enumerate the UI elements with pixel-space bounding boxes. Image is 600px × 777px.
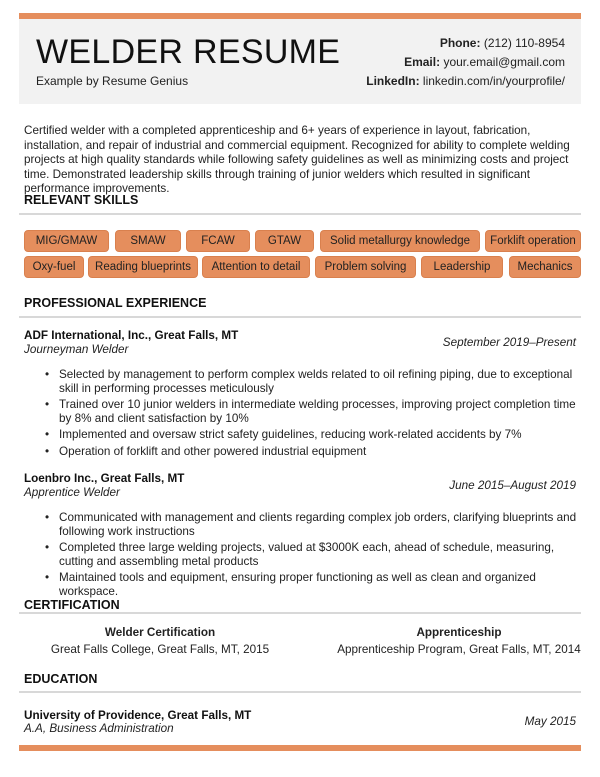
skill-tag: Mechanics	[509, 256, 581, 278]
skill-tag: Problem solving	[315, 256, 416, 278]
email-label: Email:	[404, 55, 441, 69]
divider	[19, 213, 581, 215]
job-company: Loenbro Inc., Great Falls, MT	[24, 472, 185, 485]
job-date: June 2015–August 2019	[449, 479, 576, 492]
subtitle: Example by Resume Genius	[36, 74, 189, 88]
divider	[19, 612, 581, 614]
skill-tag: Solid metallurgy knowledge	[320, 230, 480, 252]
cert-name: Apprenticeship	[416, 626, 502, 639]
education-heading: EDUCATION	[24, 672, 98, 686]
cert-detail: Apprenticeship Program, Great Falls, MT, 2014	[337, 643, 581, 656]
skill-tag: GTAW	[255, 230, 314, 252]
list-item: • Selected by management to perform complex welds related to oil refining piping, due to exceptional skill in performing processes meticulously	[59, 368, 579, 395]
list-item: • Operation of forklift and other powered industrial equipment	[59, 445, 579, 459]
skill-tag: SMAW	[115, 230, 181, 252]
education-date: May 2015	[524, 715, 576, 728]
certification-item	[319, 626, 599, 656]
page-title: WELDER RESUME	[36, 33, 341, 71]
list-item: • Maintained tools and equipment, ensuring proper functioning as well as clean and organized workspace.	[59, 571, 579, 598]
email-value: your.email@gmail.com	[443, 55, 565, 69]
skill-tag: FCAW	[186, 230, 250, 252]
linkedin-value: linkedin.com/in/yourprofile/	[422, 74, 565, 88]
divider	[19, 316, 581, 318]
skill-tag: Forklift operation	[485, 230, 581, 252]
contact-phone	[440, 36, 565, 50]
education-degree: A.A, Business Administration	[24, 722, 174, 735]
certification-item	[20, 626, 300, 656]
phone-label: Phone:	[439, 36, 481, 50]
divider	[19, 691, 581, 693]
education-school: University of Providence, Great Falls, MT	[24, 709, 252, 722]
linkedin-label: LinkedIn:	[366, 74, 420, 88]
experience-heading: PROFESSIONAL EXPERIENCE	[24, 296, 207, 310]
contact-linkedin	[366, 74, 565, 88]
skill-tag: MIG/GMAW	[24, 230, 109, 252]
cert-name: Welder Certification	[104, 626, 216, 639]
skill-tag: Attention to detail	[202, 256, 310, 278]
job-role: Apprentice Welder	[24, 486, 120, 499]
summary: Certified welder with a completed apprenticeship and 6+ years of experience in layout, fabrication, installation, and repair of industrial and commercial equipment. Recognized for ability to complete welding projects at high quality standards while following safety guidelines as well as minimizing costs and project time. Demonstrated leadership skills through training of junior welders which resulted in significant performance improvements.	[24, 124, 570, 195]
list-item: • Communicated with management and clients regarding complex job orders, clarifying blueprints and following work instructions	[59, 511, 579, 538]
phone-value: (212) 110-8954	[483, 36, 565, 50]
list-item: • Trained over 10 junior welders in intermediate welding processes, improving project completion time by 8% and client satisfaction by 10%	[59, 398, 579, 425]
skills-heading: RELEVANT SKILLS	[24, 193, 139, 207]
list-item: • Implemented and oversaw strict safety guidelines, reducing work-related accidents by 7%	[59, 428, 579, 442]
cert-detail: Great Falls College, Great Falls, MT, 2015	[50, 643, 270, 656]
job-company: ADF International, Inc., Great Falls, MT	[24, 329, 239, 342]
list-item: • Completed three large welding projects, valued at $3000K each, ahead of schedule, measuring, cutting and assembling metal products	[59, 541, 579, 568]
skill-tag: Reading blueprints	[88, 256, 198, 278]
certification-heading: CERTIFICATION	[24, 598, 120, 612]
job-bullets	[59, 511, 579, 601]
contact-email	[404, 55, 565, 69]
skill-tag: Oxy-fuel	[24, 256, 84, 278]
skill-tag: Leadership	[421, 256, 503, 278]
job-role: Journeyman Welder	[24, 343, 129, 356]
job-bullets	[59, 368, 579, 461]
job-date: September 2019–Present	[442, 336, 576, 349]
bottom-accent-bar	[19, 745, 581, 751]
